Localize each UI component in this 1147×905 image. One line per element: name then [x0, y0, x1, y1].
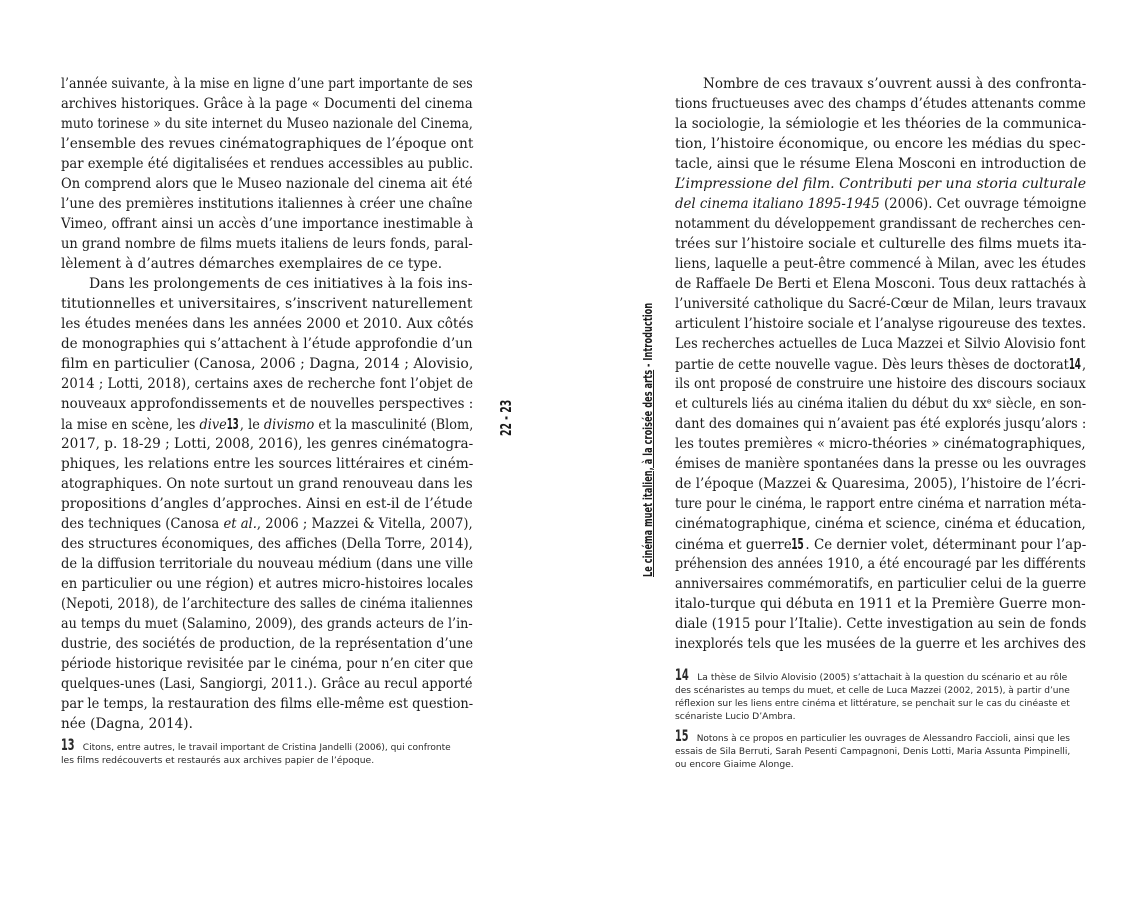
line-text: (Nepoti, 2018), de l’architecture des salles de cinéma italiennes — [61, 596, 473, 612]
text-line — [675, 574, 1086, 594]
footnote-text: les films redécouverts et restaurés aux archives papier de l’époque. — [61, 755, 375, 766]
text-line — [675, 634, 1086, 654]
text-line — [61, 434, 473, 454]
footnote-text: scénariste Lucio D’Ambra. — [675, 711, 796, 722]
text-line — [675, 334, 1086, 354]
line-text: de monographies qui s’attachent à l’étude approfondie d’un — [61, 336, 473, 352]
footnote-line — [61, 754, 374, 767]
line-text: , le — [239, 417, 264, 433]
footnote-text: réflexion sur les liens entre cinéma et littérature, se penchait sur le cas du cinéaste et — [675, 698, 1070, 709]
text-line — [61, 314, 473, 334]
text-line — [61, 594, 473, 614]
line-text: en particulier ou une région) et autres micro-histoires locales — [61, 576, 474, 592]
line-text: les toutes premières « micro-théories » cinématographiques, — [675, 436, 1086, 452]
text-line — [61, 674, 473, 694]
line-text: Vimeo, offrant ainsi un accès d’une importance inestimable à — [61, 216, 474, 232]
line-text: dant des domaines qui n’avaient pas été explorés jusqu’alors : — [675, 416, 1087, 432]
line-text: des techniques (Canosa — [61, 516, 224, 532]
text-line — [675, 594, 1086, 614]
line-text: tions fructueuses avec des champs d’études attenants comme — [675, 96, 1086, 112]
text-line — [675, 454, 1086, 474]
footnote-line — [675, 697, 1070, 710]
line-text: dustrie, des sociétés de production, de la représentation d’une — [61, 636, 473, 652]
line-text: ils ont proposé de construire une histoire des discours sociaux — [675, 376, 1086, 392]
line-text: des structures économiques, des affiches (Della Torre, 2014), — [61, 536, 473, 552]
line-text: liens, laquelle a peut-être commencé à Milan, avec les études — [675, 256, 1086, 272]
line-text: ture pour le cinéma, le rapport entre cinéma et narration méta- — [675, 496, 1086, 512]
text-line — [675, 174, 1086, 194]
line-text: , — [1082, 357, 1087, 373]
text-line — [675, 194, 1086, 214]
text-line — [675, 234, 1086, 254]
line-text: cinéma et guerre — [675, 537, 792, 553]
line-text: par le temps, la restauration des films elle-même est question- — [61, 696, 474, 712]
text-line — [61, 254, 442, 274]
line-text: anniversaires commémoratifs, en particulier celui de la guerre — [675, 576, 1087, 592]
text-line — [61, 114, 473, 134]
footnote-reference: 14 — [1068, 355, 1081, 373]
line-text: italo-turque qui débuta en 1911 et la Première Guerre mon- — [675, 596, 1086, 612]
footnote-text: des scénaristes au temps du muet, et celle de Luca Mazzei (2002, 2015), à partir d’une — [675, 685, 1070, 696]
text-line — [61, 454, 473, 474]
line-text: . Ce dernier volet, déterminant pour l’ap- — [805, 537, 1087, 553]
text-line — [675, 354, 1086, 374]
text-line — [61, 294, 473, 314]
text-line — [61, 694, 473, 714]
line-text: film en particulier (Canosa, 2006 ; Dagna, 2014 ; Alovisio, — [61, 356, 474, 372]
line-text: la mise en scène, les — [61, 417, 200, 433]
line-text: de la diffusion territoriale du nouveau médium (dans une ville — [61, 556, 474, 572]
page-numbers — [494, 400, 514, 440]
text-line — [61, 554, 473, 574]
line-text: atographiques. On note surtout un grand renouveau dans les — [61, 476, 473, 492]
line-text: les études menées dans les années 2000 et 2010. Aux côtés — [61, 316, 474, 332]
text-line — [675, 394, 1086, 414]
line-text: l’une des premières institutions italiennes à créer une chaîne — [61, 196, 473, 212]
right-page — [573, 0, 1147, 905]
text-line — [675, 134, 1086, 154]
line-text: tacle, ainsi que le résume Elena Mosconi en introduction de — [675, 156, 1087, 172]
text-line — [675, 214, 1086, 234]
italic-title: del cinema italiano 1895-1945 — [675, 196, 880, 212]
line-text: propositions d’angles d’approches. Ainsi en est-il de l’étude — [61, 496, 473, 512]
text-line — [61, 194, 473, 214]
line-text: phiques, les relations entre les sources littéraires et ciném- — [61, 456, 474, 472]
line-text: par exemple été digitalisées et rendues accessibles au public. — [61, 156, 474, 172]
text-line — [61, 74, 473, 94]
italic-term: divismo — [263, 417, 315, 433]
left-page — [0, 0, 573, 905]
line-text: tion, l’histoire économique, ou encore les médias du spec- — [675, 136, 1086, 152]
text-line — [89, 274, 473, 294]
footnote-number: 13 — [61, 735, 75, 754]
text-line — [61, 154, 473, 174]
text-line — [675, 254, 1086, 274]
text-line — [61, 134, 473, 154]
text-line — [61, 174, 473, 194]
italic-title: L’impressione del film. Contributi per una storia culturale — [675, 176, 1087, 192]
text-line — [61, 394, 473, 414]
line-text: archives historiques. Grâce à la page « Documenti del cinema — [61, 96, 473, 112]
text-line — [703, 74, 1086, 94]
page-numbers-label: 22 - 23 — [497, 399, 515, 436]
line-text: période historique revisitée par le cinéma, pour n’en citer que — [61, 656, 474, 672]
text-line — [675, 434, 1086, 454]
text-line — [61, 514, 473, 534]
line-text: nouveaux approfondissements et de nouvelles perspectives : — [61, 396, 474, 412]
line-text: trées sur l’histoire sociale et culturelle des films muets ita- — [675, 236, 1087, 252]
footnote-text: ou encore Giaime Alonge. — [675, 759, 794, 770]
line-text: inexplorés tels que les musées de la guerre et les archives des — [675, 636, 1086, 652]
text-line — [675, 94, 1086, 114]
line-text: titutionnelles et universitaires, s’inscrivent naturellement — [61, 296, 473, 312]
line-text: l’ensemble des revues cinématographiques de l’époque ont — [61, 136, 474, 152]
text-line — [675, 274, 1086, 294]
line-text: muto torinese » du site internet du Museo nazionale del Cinema, — [61, 116, 473, 132]
line-text: articulent l’histoire sociale et l’analyse rigoureuse des textes. — [675, 316, 1087, 332]
footnote-number: 15 — [675, 726, 689, 745]
text-line — [675, 514, 1086, 534]
footnote-text: Notons à ce propos en particulier les ouvrages de Alessandro Faccioli, ainsi que les — [696, 733, 1070, 744]
text-line — [61, 94, 473, 114]
footnote-line — [675, 665, 1068, 684]
line-text: 2014 ; Lotti, 2018), certains axes de recherche font l’objet de — [61, 376, 474, 392]
text-line — [675, 494, 1086, 514]
text-line — [61, 574, 473, 594]
text-line — [61, 534, 473, 554]
line-text: On comprend alors que le Museo nazionale del cinema ait été — [61, 176, 473, 192]
line-text: partie de cette nouvelle vague. Dès leurs thèses de doctorat — [675, 357, 1069, 373]
italic-title: et al. — [223, 516, 257, 532]
line-text: l’université catholique du Sacré-Cœur de Milan, leurs travaux — [675, 296, 1087, 312]
running-head-chapter: - Introduction — [640, 302, 655, 370]
line-text: , 2006 ; Mazzei & Vitella, 2007), — [256, 516, 473, 532]
text-line — [61, 614, 473, 634]
footnote-text: La thèse de Silvio Alovisio (2005) s’attachait à la question du scénario et au rôle — [697, 672, 1068, 683]
text-line — [675, 474, 1086, 494]
text-line — [61, 654, 473, 674]
line-text: quelques-unes (Lasi, Sangiorgi, 2011.). Grâce au recul apporté — [61, 676, 473, 692]
text-line — [61, 214, 473, 234]
line-text: Les recherches actuelles de Luca Mazzei et Silvio Alovisio font — [675, 336, 1086, 352]
line-text: et culturels liés au cinéma italien du début du xxᵉ siècle, en son- — [675, 396, 1087, 412]
line-text: 2017, p. 18-29 ; Lotti, 2008, 2016), les genres cinématogra- — [61, 436, 474, 452]
line-text: notamment du développement grandissant de recherches cen- — [675, 216, 1086, 232]
text-line — [675, 314, 1086, 334]
running-head-book-title: Le cinéma muet italien, à la croisée des arts — [640, 369, 655, 577]
text-line — [61, 474, 473, 494]
line-text: (2006). Cet ouvrage témoigne — [879, 196, 1087, 212]
text-line — [61, 234, 473, 254]
text-line — [675, 554, 1086, 574]
text-line — [61, 634, 473, 654]
footnote-line — [675, 710, 796, 723]
footnote-line — [675, 745, 1070, 758]
line-text: préhension des années 1910, a été encouragé par les différents — [675, 556, 1086, 572]
footnote-reference: 15 — [791, 535, 804, 553]
footnote-line — [61, 735, 451, 754]
text-line — [675, 154, 1086, 174]
line-text: et la masculinité (Blom, — [314, 417, 474, 433]
line-text: l’année suivante, à la mise en ligne d’une part importante de ses — [61, 76, 473, 92]
line-text: la sociologie, la sémiologie et les théories de la communica- — [675, 116, 1087, 132]
text-line — [61, 714, 193, 734]
line-text: de Raffaele De Berti et Elena Mosconi. Tous deux rattachés à — [675, 276, 1087, 292]
line-text: Nombre de ces travaux s’ouvrent aussi à des confronta- — [703, 76, 1087, 92]
line-text: Dans les prolongements de ces initiatives à la fois ins- — [89, 276, 473, 292]
text-line — [61, 354, 473, 374]
line-text: diale (1915 pour l’Italie). Cette investigation au sein de fonds — [675, 616, 1087, 632]
line-text: émises de manière spontanées dans la presse ou les ouvrages — [675, 456, 1087, 472]
footnote-text: essais de Sila Berruti, Sarah Pesenti Campagnoni, Denis Lotti, Maria Assunta Pimpinelli, — [675, 746, 1071, 757]
text-line — [61, 414, 473, 434]
footnote-line — [675, 684, 1070, 697]
line-text: un grand nombre de films muets italiens de leurs fonds, paral- — [61, 236, 473, 252]
footnote-line — [675, 726, 1070, 745]
text-line — [675, 374, 1086, 394]
footnote-line — [675, 758, 794, 771]
text-line — [675, 534, 1086, 554]
text-line — [61, 334, 473, 354]
line-text: lèlement à d’autres démarches exemplaires de ce type. — [61, 256, 443, 272]
line-text: cinématographique, cinéma et science, cinéma et éducation, — [675, 516, 1086, 532]
footnote-text: Citons, entre autres, le travail important de Cristina Jandelli (2006), qui confronte — [82, 742, 451, 753]
line-text: née (Dagna, 2014). — [61, 716, 193, 732]
footnote-reference: 13 — [226, 415, 239, 433]
text-line — [675, 414, 1086, 434]
footnote-number: 14 — [675, 665, 689, 684]
text-line — [61, 494, 473, 514]
text-line — [675, 114, 1086, 134]
line-text: de l’époque (Mazzei & Quaresima, 2005), l’histoire de l’écri- — [675, 476, 1086, 492]
text-line — [675, 294, 1086, 314]
line-text: au temps du muet (Salamino, 2009), des grands acteurs de l’in- — [61, 616, 473, 632]
text-line — [675, 614, 1086, 634]
text-line — [61, 374, 473, 394]
italic-title: dive — [199, 417, 227, 433]
